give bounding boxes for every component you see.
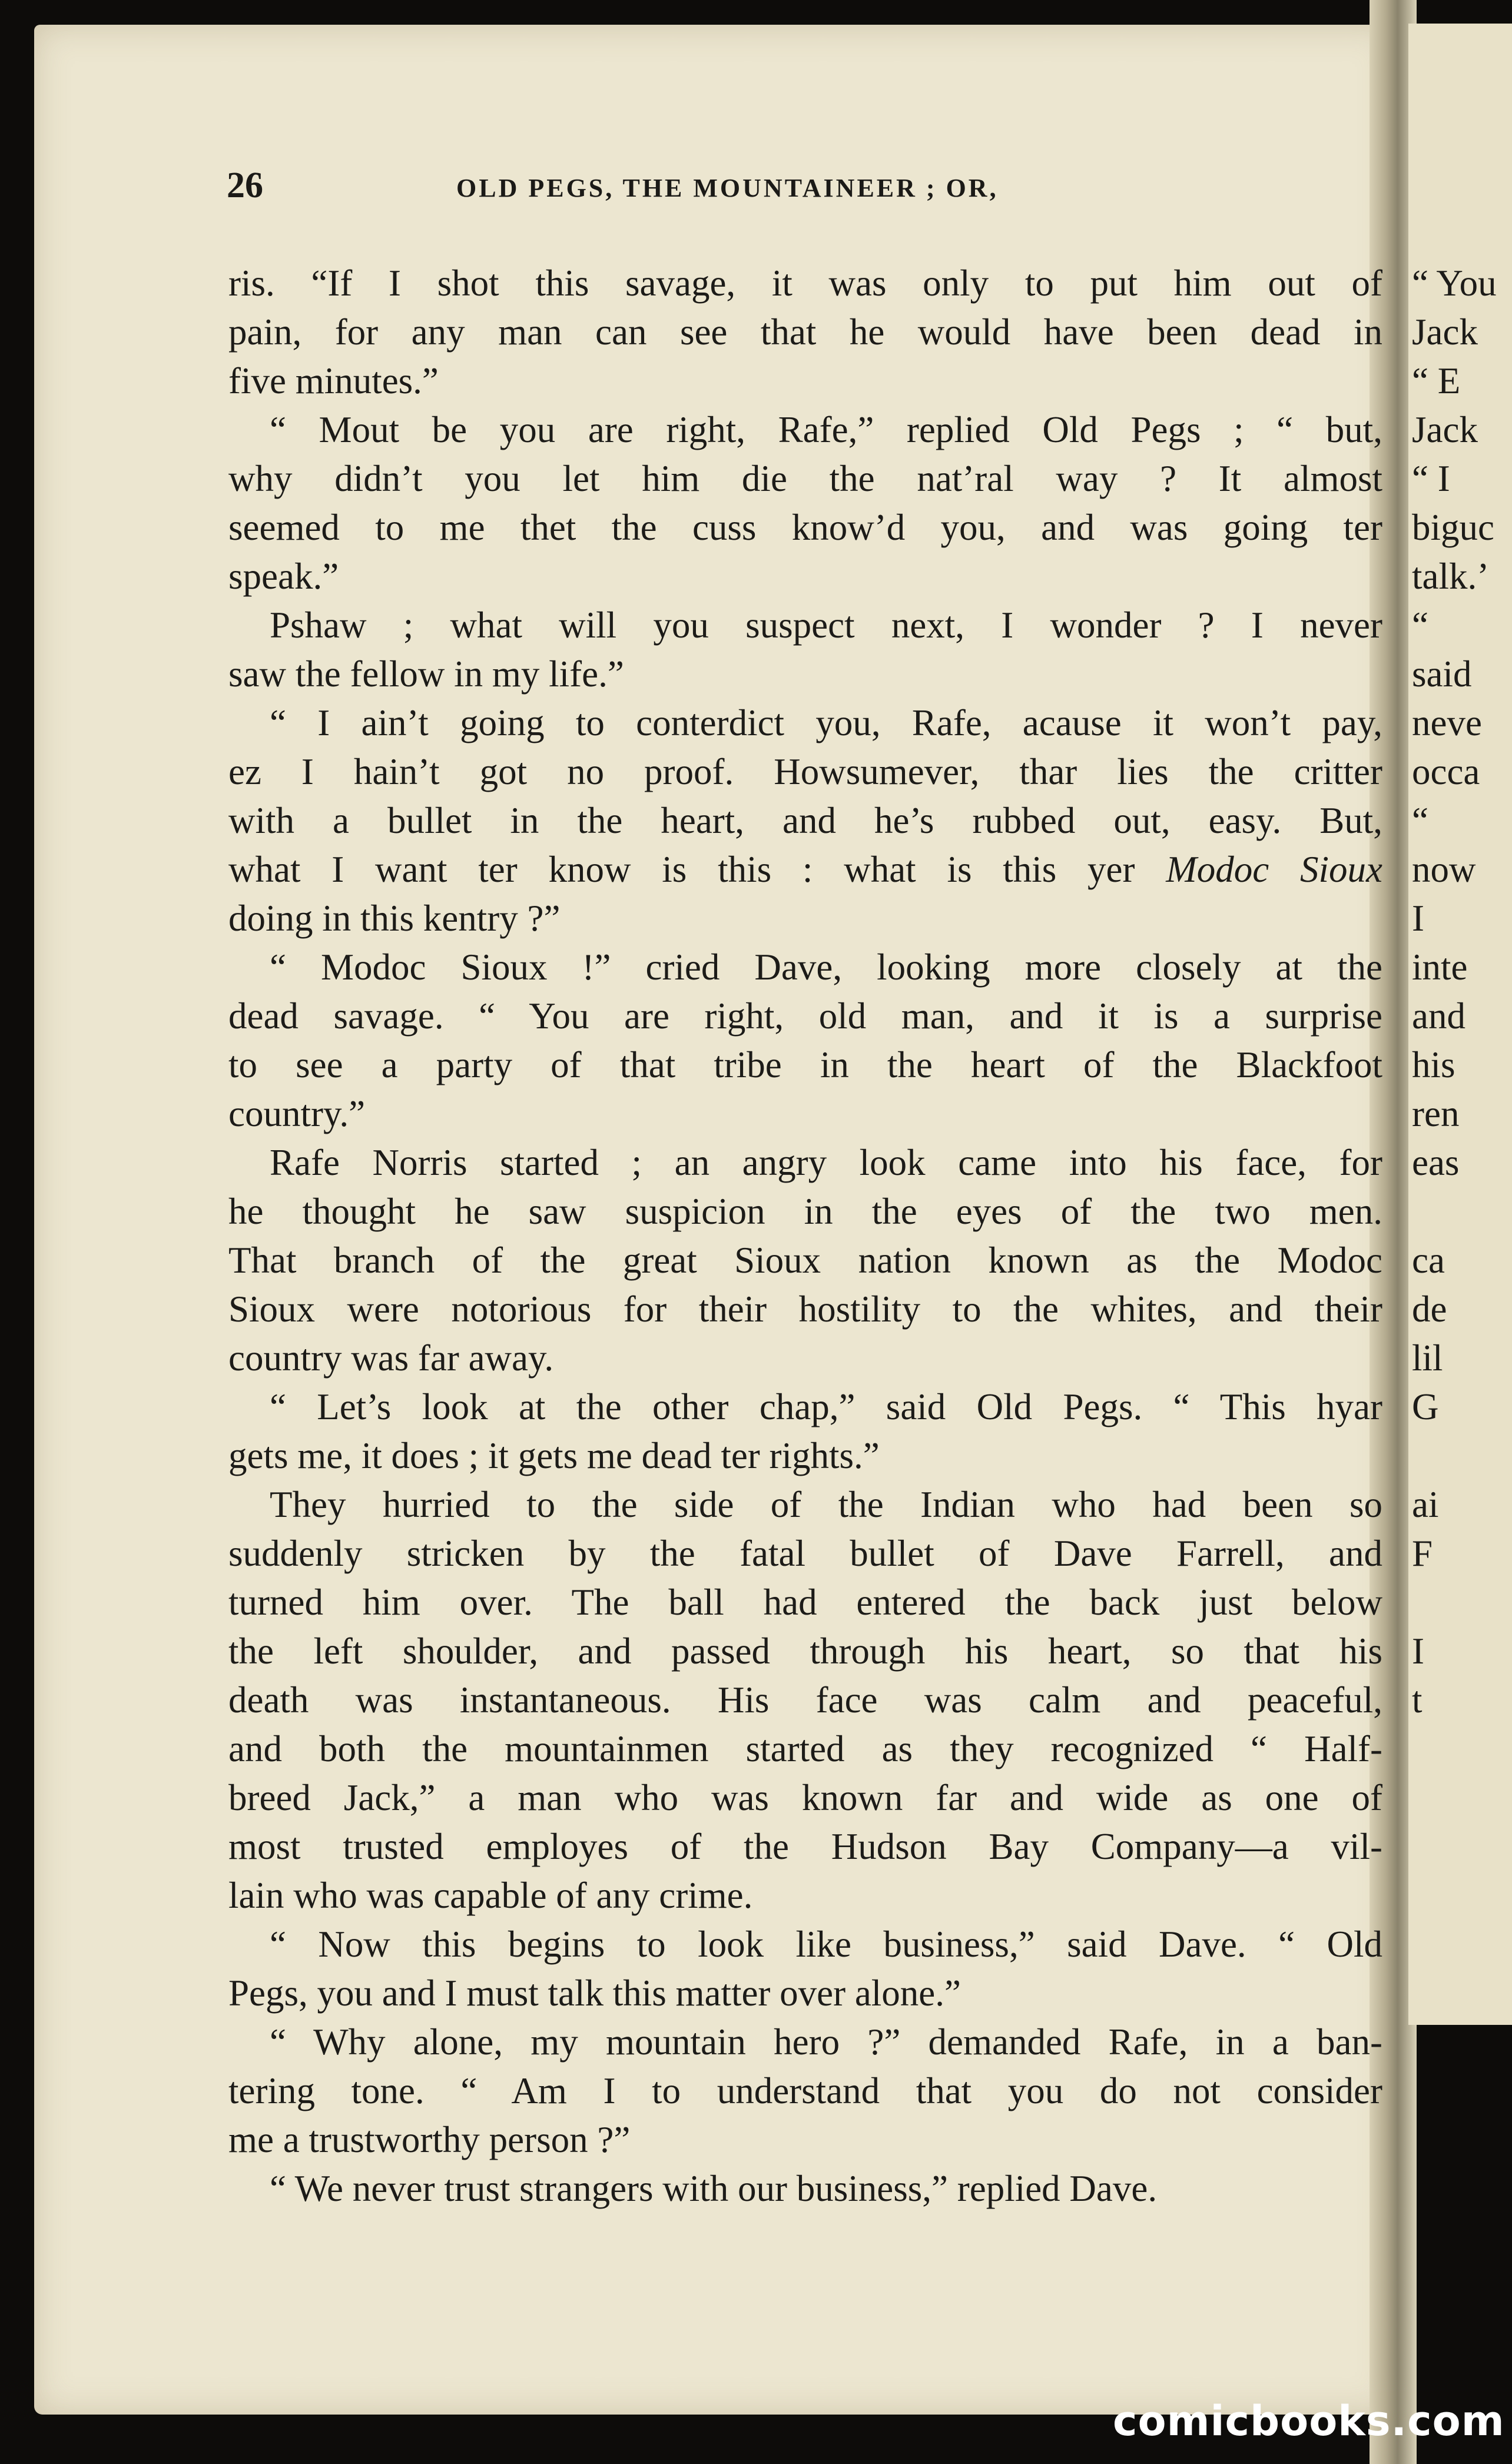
text-line: with a bullet in the heart, and he’s rubbed out, easy. But, (228, 800, 1382, 841)
facing-page-fragment: Jack (1412, 409, 1478, 450)
running-head: OLD PEGS, THE MOUNTAINEER ; OR, (456, 174, 999, 202)
text-line: gets me, it does ; it gets me dead ter rights.” (228, 1435, 880, 1476)
text-line: what I want ter know is this : what is this yer Modoc Sioux (228, 849, 1382, 890)
facing-page-fragment: said (1412, 653, 1472, 695)
facing-page-fragment (1412, 1432, 1512, 1480)
facing-page-fragment: ai (1412, 1484, 1439, 1525)
text-line: breed Jack,” a man who was known far and wide as one of (228, 1777, 1382, 1818)
facing-page-fragment: “ (1412, 800, 1428, 841)
text-line: “ Modoc Sioux !” cried Dave, looking more closely at the (270, 947, 1382, 988)
watermark: comicbooks.com (1113, 2397, 1505, 2445)
text-line: why didn’t you let him die the nat’ral way ? It almost (228, 458, 1382, 499)
page-header (227, 165, 1381, 218)
text-line: That branch of the great Sioux nation known as the Modoc (228, 1240, 1382, 1281)
text-line: “ I ain’t going to conterdict you, Rafe, acause it won’t pay, (270, 702, 1382, 743)
facing-page-text (1412, 259, 1512, 1725)
facing-page-fragment: talk.’ (1412, 556, 1490, 597)
facing-page-fragment: t (1412, 1679, 1423, 1721)
text-line: turned him over. The ball had entered the back just below (228, 1582, 1382, 1623)
text-line: he thought he saw suspicion in the eyes of the two men. (228, 1191, 1382, 1232)
text-line: ris. “If I shot this savage, it was only to put him out of (228, 263, 1382, 304)
text-line: country was far away. (228, 1337, 554, 1379)
text-line: saw the fellow in my life.” (228, 653, 624, 695)
text-line: “ Now this begins to look like business,” said Dave. “ Old (270, 1924, 1382, 1965)
facing-page-fragment: now (1412, 849, 1476, 890)
text-line: Pegs, you and I must talk this matter over alone.” (228, 1972, 961, 2014)
facing-page-fragment: ca (1412, 1240, 1445, 1281)
text-line: doing in this kentry ?” (228, 898, 561, 939)
facing-page-fragment: neve (1412, 702, 1482, 743)
body-text (228, 259, 1382, 2213)
text-line: five minutes.” (228, 360, 439, 401)
text-line: speak.” (228, 556, 339, 597)
facing-page-fragment: G (1412, 1386, 1439, 1427)
text-line: “ We never trust strangers with our business,” replied Dave. (270, 2168, 1158, 2209)
facing-page-fragment: de (1412, 1289, 1447, 1330)
text-line: and both the mountainmen started as they recognized “ Half- (228, 1728, 1382, 1769)
facing-page-fragment: and (1412, 995, 1465, 1037)
text-line: me a trustworthy person ?” (228, 2119, 631, 2160)
text-line: Sioux were notorious for their hostility to the whites, and their (228, 1289, 1382, 1330)
text-line: dead savage. “ You are right, old man, and it is a surprise (228, 995, 1382, 1037)
text-line: “ Mout be you are right, Rafe,” replied Old Pegs ; “ but, (270, 409, 1382, 450)
facing-page-fragment: his (1412, 1044, 1455, 1085)
facing-page-fragment: eas (1412, 1142, 1460, 1183)
text-line: lain who was capable of any crime. (228, 1875, 753, 1916)
page-number: 26 (227, 165, 263, 205)
text-line: Rafe Norris started ; an angry look came into his face, for (270, 1142, 1382, 1183)
facing-page-fragment: F (1412, 1533, 1433, 1574)
facing-page-fragment: “ E (1412, 360, 1461, 401)
facing-page-fragment (1412, 1578, 1512, 1627)
facing-page-fragment: lil (1412, 1337, 1443, 1379)
text-line: most trusted employes of the Hudson Bay Company—a vil- (228, 1826, 1382, 1867)
text-line: They hurried to the side of the Indian who had been so (270, 1484, 1382, 1525)
text-line: to see a party of that tribe in the heart of the Blackfoot (228, 1044, 1382, 1085)
facing-page-fragment: occa (1412, 751, 1480, 792)
text-line: “ Why alone, my mountain hero ?” demanded Rafe, in a ban- (270, 2021, 1382, 2063)
facing-page-fragment: “ (1412, 605, 1428, 646)
text-line: death was instantaneous. His face was calm and peaceful, (228, 1679, 1382, 1721)
text-line: seemed to me thet the cuss know’d you, and was going ter (228, 507, 1382, 548)
text-line: tering tone. “ Am I to understand that you do not consider (228, 2070, 1382, 2111)
text-line: “ Let’s look at the other chap,” said Old Pegs. “ This hyar (270, 1386, 1382, 1427)
text-line: Pshaw ; what will you suspect next, I wonder ? I never (270, 605, 1382, 646)
facing-page-fragment: inte (1412, 947, 1468, 988)
text-line: country.” (228, 1093, 366, 1134)
facing-page-fragment: “ You (1412, 263, 1497, 304)
text-line: ez I hain’t got no proof. Howsumever, thar lies the critter (228, 751, 1382, 792)
facing-page-fragment: I (1412, 1631, 1424, 1672)
text-line: suddenly stricken by the fatal bullet of Dave Farrell, and (228, 1533, 1382, 1574)
text-line: the left shoulder, and passed through his heart, so that his (228, 1631, 1382, 1672)
facing-page-fragment: “ I (1412, 458, 1450, 499)
facing-page-fragment (1412, 1187, 1512, 1236)
facing-page-fragment: I (1412, 898, 1424, 939)
facing-page-fragment: ren (1412, 1093, 1460, 1134)
text-line: pain, for any man can see that he would have been dead in (228, 311, 1382, 353)
facing-page-fragment: biguc (1412, 507, 1494, 548)
facing-page-fragment: Jack (1412, 311, 1478, 353)
